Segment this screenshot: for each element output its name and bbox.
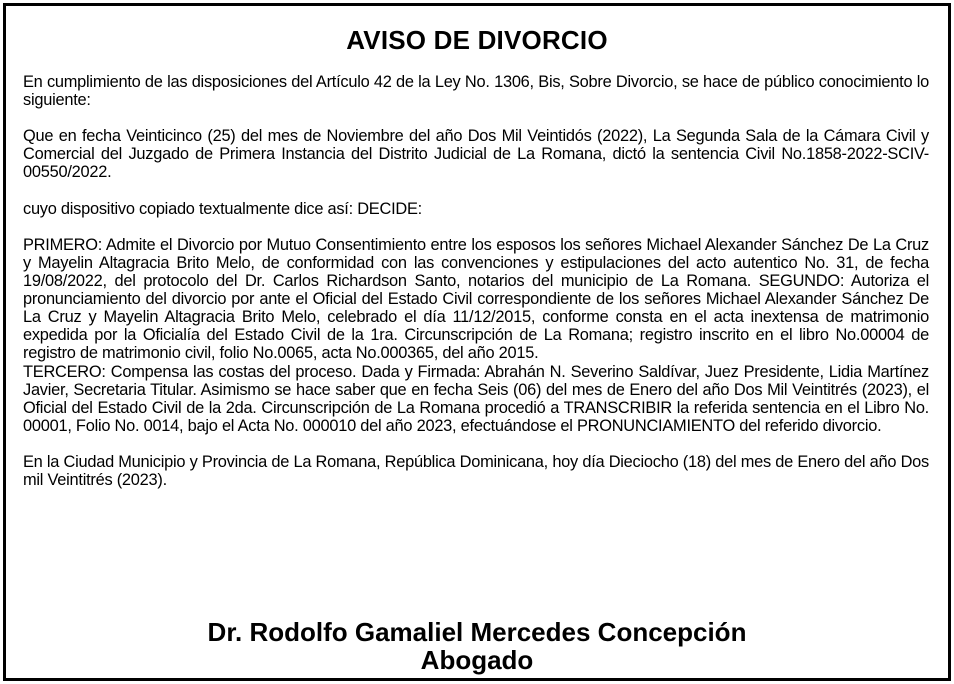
- paragraph-tercero: TERCERO: Compensa las costas del proceso. Dada y Firmada: Abrahán N. Severino Saldívar, Juez Presidente, Lidia Martínez Javier, Secretaria Titular. Asimismo se hace saber que en fecha Seis (06) del mes de Enero del año Dos Mil Veintitrés (2023), el Oficial del Estado Civil de la 2da. Circunscripción de La Romana procedió a TRANSCRIBIR la referida sentencia en el Libro No. 00001, Folio No. 0014, bajo el Acta No. 000010 del año 2023, efectuándose el PRONUNCIAMIENTO del referido divorcio.: [23, 362, 929, 435]
- paragraph-primero-segundo: PRIMERO: Admite el Divorcio por Mutuo Consentimiento entre los esposos los señores Michael Alexander Sánchez De La Cruz y Mayelin Altagracia Brito Melo, de conformidad con las convenciones y estipulaciones del acto autentico No. 31, de fecha 19/08/2022, del protocolo del Dr. Carlos Richardson Santo, notarios del municipio de La Romana. SEGUNDO: Autoriza el pronunciamiento del divorcio por ante el Oficial del Estado Civil correspondiente de los señores Michael Alexander Sánchez De La Cruz y Mayelin Altagracia Brito Melo, celebrado el día 11/12/2015, conforme consta en el acta inextensa de matrimonio expedida por la Oficialía del Estado Civil de la 1ra. Circunscripción de La Romana; registro inscrito en el libro No.00004 de registro de matrimonio civil, folio No.0065, acta No.000365, del año 2015.: [23, 235, 929, 363]
- paragraph-decide: cuyo dispositivo copiado textualmente dice así: DECIDE:: [23, 199, 422, 218]
- signature-role: Abogado: [420, 645, 534, 675]
- divorce-notice: [3, 3, 951, 681]
- notice-body: [23, 73, 929, 507]
- signature-name: Dr. Rodolfo Gamaliel Mercedes Concepción: [207, 617, 747, 647]
- signature-block: [6, 618, 948, 674]
- paragraph-closing: En la Ciudad Municipio y Provincia de La Romana, República Dominicana, hoy día Dieciocho (18) del mes de Enero del año Dos mil Veintitrés (2023).: [23, 452, 929, 490]
- paragraph-ruling-date: Que en fecha Veinticinco (25) del mes de Noviembre del año Dos Mil Veintidós (2022), La Segunda Sala de la Cámara Civil y Comercial del Juzgado de Primera Instancia del Distrito Judicial de La Romana, dictó la sentencia Civil No.1858-2022-SCIV-00550/2022.: [23, 127, 929, 182]
- paragraph-intro: En cumplimiento de las disposiciones del Artículo 42 de la Ley No. 1306, Bis, Sobre Divorcio, se hace de público conocimiento lo siguiente:: [23, 73, 929, 110]
- notice-title: AVISO DE DIVORCIO: [346, 25, 608, 55]
